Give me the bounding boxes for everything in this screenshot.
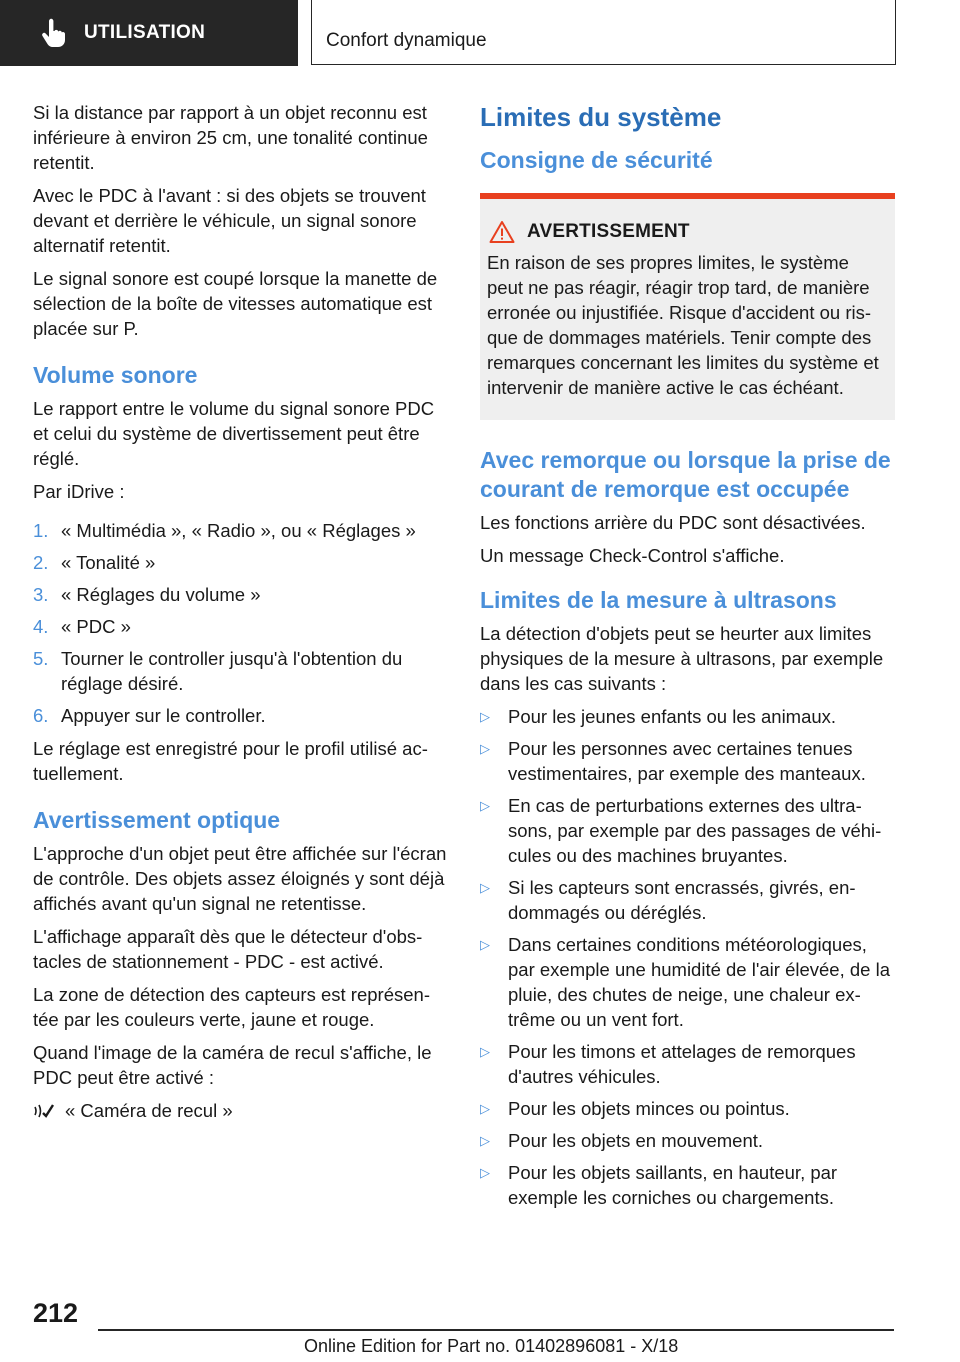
warning-triangle-icon (489, 220, 515, 244)
chapter-tab (311, 0, 896, 65)
paragraph: Le réglage est enregistré pour le profil utilisé actuellement. (33, 738, 428, 784)
chapter-title: Confort dynamique (326, 30, 487, 51)
bullet-text: Pour les objets en mouvement. (508, 1130, 764, 1151)
step-number: 1. (33, 520, 49, 541)
paragraph: Par iDrive : (33, 481, 125, 502)
bullet-triangle-icon: ▷ (480, 1165, 490, 1180)
step-text: « PDC » (61, 616, 131, 637)
bullet-triangle-icon: ▷ (480, 880, 490, 895)
step-text: Appuyer sur le controller. (61, 705, 266, 726)
bullet-text: Pour les jeunes enfants ou les animaux. (508, 706, 837, 727)
paragraph: Le rapport entre le volume du signal sonore PDC et celui du système de divertissement peut être réglé. (33, 398, 435, 469)
paragraph: Les fonctions arrière du PDC sont désactivées. (480, 512, 866, 533)
bullet-triangle-icon: ▷ (480, 1044, 490, 1059)
list-item (480, 1128, 895, 1153)
bullet-text: Si les capteurs sont encrassés, givrés, endommagés ou déréglés. (508, 877, 856, 923)
steps-list (33, 518, 448, 728)
page-number: 212 (33, 1298, 79, 1328)
list-item (480, 1160, 895, 1210)
bullet-text: Pour les personnes avec certaines tenues vestimentaires, par exemple des manteaux. (508, 738, 866, 784)
section-title: UTILISATION (84, 22, 206, 43)
list-item (33, 646, 448, 696)
volume-heading: Volume sonore (33, 362, 198, 388)
bullet-triangle-icon: ▷ (480, 709, 490, 724)
parking-sensor-icon (33, 1101, 55, 1121)
warning-box (480, 193, 895, 420)
step-text: Tourner le controller jusqu'à l'obtention du réglage désiré. (61, 648, 403, 694)
list-item (480, 736, 895, 786)
step-number: 4. (33, 616, 49, 637)
optique-heading: Avertissement optique (33, 807, 281, 833)
list-item (480, 875, 895, 925)
paragraph: Le signal sonore est coupé lorsque la manette de sélection de la boîte de vitesses automatique est placée sur P. (33, 268, 438, 339)
footer-divider (98, 1329, 894, 1331)
section-tab (0, 0, 298, 66)
right-column (480, 100, 895, 1217)
paragraph: Un message Check-Control s'affiche. (480, 545, 785, 566)
ultrasound-heading: Limites de la mesure à ultrasons (480, 587, 837, 613)
list-item (480, 793, 895, 868)
bullet-triangle-icon: ▷ (480, 798, 490, 813)
edition-note: Online Edition for Part no. 01402896081 - X/18 (304, 1336, 679, 1356)
step-text: « Tonalité » (61, 552, 156, 573)
list-item (33, 550, 448, 575)
left-column (33, 100, 448, 1123)
bullet-triangle-icon: ▷ (480, 1101, 490, 1116)
bullet-text: Pour les timons et attelages de remorques d'autres véhicules. (508, 1041, 856, 1087)
list-item (33, 614, 448, 639)
limits-heading: Limites du système (480, 102, 722, 132)
bullet-triangle-icon: ▷ (480, 1133, 490, 1148)
paragraph: Quand l'image de la caméra de recul s'affiche, le PDC peut être activé : (33, 1042, 432, 1088)
bullet-text: Pour les objets minces ou pointus. (508, 1098, 790, 1119)
hand-pointer-icon (40, 18, 66, 48)
list-item (480, 1039, 895, 1089)
paragraph: Si la distance par rapport à un objet reconnu est inférieure à environ 25 cm, une tonalité continue retentit. (33, 102, 428, 173)
list-item (33, 518, 448, 543)
bullet-text: Dans certaines conditions météorologiques, par exemple une humidité de l'air élevée, de la pluie, des chutes de neige, une chaleur extrême ou un vent fort. (508, 934, 890, 1030)
paragraph: L'approche d'un objet peut être affichée sur l'écran de contrôle. Des objets assez éloignés y sont déjà affichés avant qu'un signal ne retentisse. (33, 843, 447, 914)
camera-menu-item (33, 1098, 448, 1123)
list-item (480, 704, 895, 729)
step-number: 6. (33, 705, 49, 726)
paragraph: La zone de détection des capteurs est représentée par les couleurs verte, jaune et rouge. (33, 984, 430, 1030)
list-item (33, 582, 448, 607)
step-number: 5. (33, 648, 49, 669)
warning-label: AVERTISSEMENT (527, 221, 690, 242)
step-number: 3. (33, 584, 49, 605)
paragraph: L'affichage apparaît dès que le détecteur d'obstacles de stationnement - PDC - est activé. (33, 926, 423, 972)
paragraph: Avec le PDC à l'avant : si des objets se trouvent devant et derrière le véhicule, un signal sonore alternatif retentit. (33, 185, 426, 256)
safety-heading: Consigne de sécurité (480, 147, 713, 173)
warning-text: En raison de ses propres limites, le système peut ne pas réagir, réagir trop tard, de manière erronée ou injustifiée. Risque d'accident ou risque de dommages matériels. Tenir compte des remarques concernant les limites du système et intervenir de manière active le cas échéant. (487, 252, 879, 398)
limits-list (480, 704, 895, 1210)
step-text: « Multimédia », « Radio », ou « Réglages » (61, 520, 416, 541)
step-text: « Réglages du volume » (61, 584, 261, 605)
list-item (480, 932, 895, 1032)
bullet-triangle-icon: ▷ (480, 937, 490, 952)
bullet-text: Pour les objets saillants, en hauteur, par exemple les corniches ou chargements. (508, 1162, 838, 1208)
warning-header (487, 219, 889, 244)
bullet-text: En cas de perturbations externes des ultrasons, par exemple par des passages de véhicules ou des machines bruyantes. (508, 795, 882, 866)
list-item (480, 1096, 895, 1121)
camera-item-label: « Caméra de recul » (65, 1100, 233, 1121)
step-number: 2. (33, 552, 49, 573)
trailer-heading: Avec remorque ou lorsque la prise de courant de remorque est occupée (480, 447, 891, 502)
list-item (33, 703, 448, 728)
bullet-triangle-icon: ▷ (480, 741, 490, 756)
paragraph: La détection d'objets peut se heurter aux limites physiques de la mesure à ultrasons, par exemple dans les cas suivants : (480, 623, 884, 694)
